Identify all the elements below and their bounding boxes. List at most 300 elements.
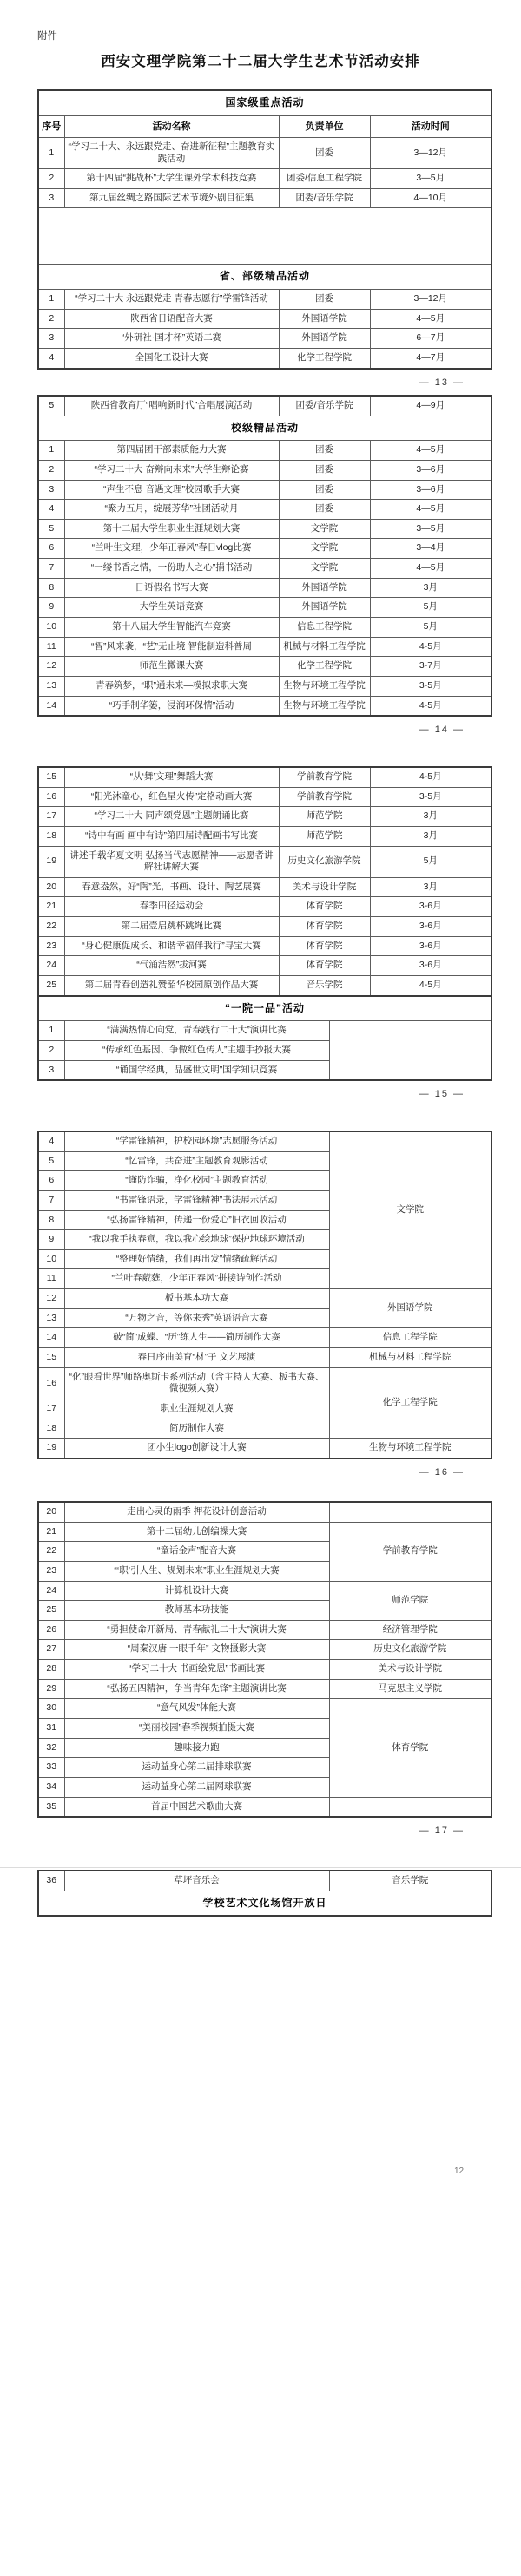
section-row	[38, 996, 491, 1021]
row-index-cell: 27	[38, 1640, 64, 1660]
table-row	[38, 936, 491, 956]
row-index-cell: 20	[38, 1502, 64, 1522]
time-cell: 3月	[370, 826, 491, 846]
unit-cell: 化学工程学院	[279, 348, 370, 368]
row-index-cell: 35	[38, 1797, 64, 1817]
table-row	[38, 169, 491, 189]
activity-name-cell: 大学生英语竞赛	[64, 598, 279, 618]
activity-name-cell: “化”眼看世界”师路奥斯卡系列活动（含主持人大赛、板书大赛、微视频大赛）	[64, 1367, 329, 1399]
time-cell: 3-5月	[370, 676, 491, 696]
unit-cell: 美术与设计学院	[279, 877, 370, 897]
activity-name-cell: “学习二十大 同声颂党恩”主题朗诵比赛	[64, 807, 279, 827]
unit-cell: 音乐学院	[279, 976, 370, 996]
page-boundary-line	[0, 1867, 521, 1868]
section-row	[38, 90, 491, 115]
time-cell: 3月	[370, 578, 491, 598]
table-row	[38, 137, 491, 168]
row-index-cell: 15	[38, 1348, 64, 1368]
time-cell: 4—5月	[370, 441, 491, 461]
unit-cell: 团委	[279, 441, 370, 461]
activity-name-cell: 第十四届“挑战杯”大学生课外学术科技竞赛	[64, 169, 279, 189]
row-index-cell: 24	[38, 956, 64, 976]
row-index-cell: 3	[38, 480, 64, 500]
row-index-cell: 1	[38, 137, 64, 168]
time-cell: 4-5月	[370, 767, 491, 787]
table-row	[38, 676, 491, 696]
row-index-cell: 9	[38, 598, 64, 618]
table-row	[38, 826, 491, 846]
table-row	[38, 188, 491, 208]
activity-name-cell: 运动益身心第二届排球联赛	[64, 1758, 329, 1778]
table-row	[38, 348, 491, 368]
row-index-cell: 7	[38, 1190, 64, 1210]
time-cell: 3—6月	[370, 460, 491, 480]
unit-cell: 化学工程学院	[329, 1367, 491, 1439]
activity-name-cell: 春季田径运动会	[64, 897, 279, 917]
activity-name-cell: “智”风来袭，“艺”无止境 智能制造科普周	[64, 637, 279, 657]
row-index-cell: 12	[38, 657, 64, 677]
unit-cell: 外国语学院	[329, 1289, 491, 1328]
document-page	[37, 1501, 491, 1836]
row-index-cell: 32	[38, 1738, 64, 1758]
activity-name-cell: 陕西省日语配音大赛	[64, 309, 279, 329]
table-row	[38, 500, 491, 520]
section-row	[38, 416, 491, 441]
row-index-cell: 28	[38, 1660, 64, 1680]
time-cell: 4-5月	[370, 976, 491, 996]
table-row	[38, 657, 491, 677]
row-index-cell: 12	[38, 1289, 64, 1309]
table-row	[38, 539, 491, 559]
table-row	[38, 1660, 491, 1680]
row-index-cell: 2	[38, 169, 64, 189]
table-row	[38, 1289, 491, 1309]
table-row	[38, 897, 491, 917]
row-index-cell: 4	[38, 500, 64, 520]
unit-cell: 团委/音乐学院	[279, 188, 370, 208]
table-row	[38, 1620, 491, 1640]
row-index-cell: 3	[38, 329, 64, 349]
unit-cell: 体育学院	[329, 1699, 491, 1797]
row-index-cell: 10	[38, 618, 64, 638]
activity-name-cell: 计算机设计大赛	[64, 1581, 329, 1601]
activity-name-cell: 青春筑梦，“职”通未来—模拟求职大赛	[64, 676, 279, 696]
activity-name-cell: “诗中有画 画中有诗”第四届诗配画书写比赛	[64, 826, 279, 846]
time-cell: 3—12月	[370, 290, 491, 310]
time-cell: 3-6月	[370, 956, 491, 976]
activity-name-cell: “‘职’引人生、规划未来”职业生涯规划大赛	[64, 1561, 329, 1581]
row-index-cell: 2	[38, 309, 64, 329]
row-index-cell: 25	[38, 976, 64, 996]
table-row	[38, 877, 491, 897]
activity-name-cell: 破“简”成蝶、“历”练人生——简历制作大赛	[64, 1328, 329, 1348]
row-index-cell: 22	[38, 917, 64, 937]
document-page	[37, 1870, 491, 1917]
row-index-cell: 1	[38, 1021, 64, 1041]
unit-cell: 团委/信息工程学院	[279, 169, 370, 189]
activity-name-cell: “周秦汉唐 一眼千年” 文物摄影大赛	[64, 1640, 329, 1660]
section-header: “一院一品”活动	[38, 996, 491, 1021]
page-number: — 15 —	[419, 1089, 465, 1100]
activity-name-cell: “聚力五月，绽展芳华”社团活动月	[64, 500, 279, 520]
table-row	[38, 1439, 491, 1458]
activity-table	[37, 995, 492, 1082]
time-cell: 3月	[370, 877, 491, 897]
table-row	[38, 1328, 491, 1348]
activity-name-cell: “巧手制华篓，浸润环保情”活动	[64, 696, 279, 716]
unit-cell: 音乐学院	[329, 1871, 491, 1891]
table-row	[38, 208, 491, 265]
unit-cell: 外国语学院	[279, 578, 370, 598]
activity-table	[37, 1131, 492, 1459]
time-cell: 5月	[370, 618, 491, 638]
activity-name-cell: “一缕书香之情，一份助人之心”捐书活动	[64, 559, 279, 579]
row-index-cell: 4	[38, 348, 64, 368]
section-row	[38, 265, 491, 290]
unit-cell: 文学院	[279, 519, 370, 539]
time-cell: 4-5月	[370, 637, 491, 657]
activity-name-cell: “阳光沐童心，红色星火传”定格动画大赛	[64, 787, 279, 807]
row-index-cell: 10	[38, 1249, 64, 1269]
activity-name-cell: 首届中国艺术歌曲大赛	[64, 1797, 329, 1817]
activity-name-cell: 草坪音乐会	[64, 1871, 329, 1891]
activity-name-cell: 教师基本功技能	[64, 1601, 329, 1621]
unit-cell: 体育学院	[279, 917, 370, 937]
activity-name-cell: 全国化工设计大赛	[64, 348, 279, 368]
time-cell: 4—7月	[370, 348, 491, 368]
row-index-cell: 13	[38, 1308, 64, 1328]
row-index-cell: 17	[38, 807, 64, 827]
activity-name-cell: “外研社·国才杯”英语二赛	[64, 329, 279, 349]
unit-cell: 团委/音乐学院	[279, 396, 370, 416]
column-header: 活动名称	[64, 115, 279, 137]
table-row	[38, 460, 491, 480]
document-page	[37, 89, 491, 388]
activity-name-cell: 师范生微课大赛	[64, 657, 279, 677]
activity-name-cell: 第十二届大学生职业生涯规划大赛	[64, 519, 279, 539]
time-cell: 4-5月	[370, 696, 491, 716]
unit-cell	[329, 1502, 491, 1522]
table-row	[38, 767, 491, 787]
activity-name-cell: “满满热情心向党，青春践行二十大”演讲比赛	[64, 1021, 329, 1041]
activity-name-cell: “学雷锋精神，护校园环境”志愿服务活动	[64, 1131, 329, 1151]
page-number: — 17 —	[419, 1825, 465, 1837]
table-row	[38, 309, 491, 329]
row-index-cell: 5	[38, 1151, 64, 1171]
time-cell: 3—6月	[370, 480, 491, 500]
unit-cell: 团委	[279, 460, 370, 480]
unit-cell: 师范学院	[279, 826, 370, 846]
unit-cell: 机械与材料工程学院	[329, 1348, 491, 1368]
unit-cell: 历史文化旅游学院	[329, 1640, 491, 1660]
row-index-cell: 2	[38, 460, 64, 480]
activity-name-cell: 运动益身心第二届网球联赛	[64, 1777, 329, 1797]
activity-name-cell: 第二届壹启跳杯跳绳比赛	[64, 917, 279, 937]
activity-name-cell: “弘扬五四精神，争当青年先锋”主题演讲比赛	[64, 1679, 329, 1699]
activity-name-cell: “从‘舞’文理”舞蹈大赛	[64, 767, 279, 787]
time-cell: 3—5月	[370, 519, 491, 539]
row-index-cell: 16	[38, 1367, 64, 1399]
table-row	[38, 578, 491, 598]
table-row	[38, 396, 491, 416]
time-cell: 5月	[370, 598, 491, 618]
unit-cell	[329, 1021, 491, 1080]
activity-name-cell: “童话金声”配音大赛	[64, 1542, 329, 1562]
activity-table	[37, 89, 492, 370]
unit-cell: 团委	[279, 137, 370, 168]
table-row	[38, 1797, 491, 1817]
row-index-cell: 14	[38, 1328, 64, 1348]
unit-cell: 外国语学院	[279, 598, 370, 618]
row-index-cell: 7	[38, 559, 64, 579]
empty-region	[38, 208, 491, 265]
time-cell: 4—9月	[370, 396, 491, 416]
activity-name-cell: “整理好情绪，我们再出发”情绪疏解活动	[64, 1249, 329, 1269]
table-row	[38, 1348, 491, 1368]
row-index-cell: 3	[38, 188, 64, 208]
table-row	[38, 956, 491, 976]
table-row	[38, 559, 491, 579]
activity-name-cell: 春日序曲美育“材”子 文艺展演	[64, 1348, 329, 1368]
activity-name-cell: “学习二十大 书画绘党恩”书画比赛	[64, 1660, 329, 1680]
row-index-cell: 17	[38, 1399, 64, 1419]
time-cell: 3月	[370, 807, 491, 827]
activity-name-cell: “兰叶春葳蕤，少年正春风”拼接诗创作活动	[64, 1269, 329, 1289]
activity-name-cell: 第十二届幼儿创编操大赛	[64, 1522, 329, 1542]
row-index-cell: 21	[38, 1522, 64, 1542]
activity-name-cell: 日语假名书写大赛	[64, 578, 279, 598]
table-row	[38, 1679, 491, 1699]
activity-table	[37, 395, 492, 717]
table-row	[38, 290, 491, 310]
row-index-cell: 33	[38, 1758, 64, 1778]
section-header: 国家级重点活动	[38, 90, 491, 115]
unit-cell: 生物与环境工程学院	[279, 676, 370, 696]
activity-name-cell: “学习二十大 永远跟党走 青春志愿行”学雷锋活动	[64, 290, 279, 310]
row-index-cell: 24	[38, 1581, 64, 1601]
table-row	[38, 1367, 491, 1399]
row-index-cell: 21	[38, 897, 64, 917]
unit-cell: 外国语学院	[279, 309, 370, 329]
row-index-cell: 6	[38, 539, 64, 559]
table-row	[38, 441, 491, 461]
table-row	[38, 1699, 491, 1719]
row-index-cell: 23	[38, 1561, 64, 1581]
page-number: — 13 —	[419, 377, 465, 388]
row-index-cell: 15	[38, 767, 64, 787]
activity-name-cell: “传承红色基因、争做红色传人”主题手抄报大赛	[64, 1040, 329, 1060]
row-index-cell: 25	[38, 1601, 64, 1621]
section-header: 学校艺术文化场馆开放日	[38, 1891, 491, 1916]
time-cell: 4—5月	[370, 559, 491, 579]
unit-cell: 体育学院	[279, 936, 370, 956]
activity-name-cell: “声生不息 音遇文理”校园歌手大赛	[64, 480, 279, 500]
unit-cell: 学前教育学院	[329, 1522, 491, 1581]
attachment-label: 附件	[37, 31, 57, 42]
activity-name-cell: “学习二十大、永远跟党走、奋进新征程”主题教育实践活动	[64, 137, 279, 168]
time-cell: 3-6月	[370, 936, 491, 956]
row-index-cell: 1	[38, 441, 64, 461]
footer-page-number: 12	[454, 2166, 465, 2176]
unit-cell: 体育学院	[279, 897, 370, 917]
table-row	[38, 329, 491, 349]
activity-name-cell: 第二届青春创造礼赞韶华校园原创作品大赛	[64, 976, 279, 996]
unit-cell: 美术与设计学院	[329, 1660, 491, 1680]
column-header: 活动时间	[370, 115, 491, 137]
row-index-cell: 31	[38, 1719, 64, 1739]
row-index-cell: 9	[38, 1230, 64, 1250]
activity-name-cell: “诵国学经典，品盛世文明”国学知识竞赛	[64, 1060, 329, 1080]
row-index-cell: 23	[38, 936, 64, 956]
row-index-cell: 16	[38, 787, 64, 807]
activity-name-cell: “万物之音，等你来秀”英语语音大赛	[64, 1308, 329, 1328]
time-cell: 3—12月	[370, 137, 491, 168]
activity-name-cell: 板书基本功大赛	[64, 1289, 329, 1309]
row-index-cell: 11	[38, 637, 64, 657]
time-cell: 3—5月	[370, 169, 491, 189]
time-cell: 3-6月	[370, 917, 491, 937]
unit-cell: 化学工程学院	[279, 657, 370, 677]
activity-name-cell: “气涌浩然”拔河赛	[64, 956, 279, 976]
row-index-cell: 2	[38, 1040, 64, 1060]
unit-cell: 机械与材料工程学院	[279, 637, 370, 657]
activity-name-cell: “美丽校园”春季视频拍摄大赛	[64, 1719, 329, 1739]
unit-cell: 马克思主义学院	[329, 1679, 491, 1699]
row-index-cell: 18	[38, 826, 64, 846]
table-row	[38, 1021, 491, 1041]
activity-name-cell: 简历制作大赛	[64, 1419, 329, 1439]
activity-name-cell: “学习二十大 奋辩向未来”大学生辩论赛	[64, 460, 279, 480]
row-index-cell: 29	[38, 1679, 64, 1699]
section-row	[38, 1891, 491, 1916]
unit-cell: 文学院	[279, 539, 370, 559]
time-cell: 4—5月	[370, 500, 491, 520]
unit-cell: 团委	[279, 480, 370, 500]
row-index-cell: 26	[38, 1620, 64, 1640]
table-row	[38, 917, 491, 937]
unit-cell: 历史文化旅游学院	[279, 846, 370, 877]
unit-cell: 团委	[279, 290, 370, 310]
row-index-cell: 14	[38, 696, 64, 716]
row-index-cell: 8	[38, 1210, 64, 1230]
row-index-cell: 18	[38, 1419, 64, 1439]
table-row	[38, 787, 491, 807]
row-index-cell: 19	[38, 1439, 64, 1458]
table-row	[38, 976, 491, 996]
table-row	[38, 1581, 491, 1601]
unit-cell: 师范学院	[279, 807, 370, 827]
activity-name-cell: 第九届丝绸之路国际艺术节境外剧目征集	[64, 188, 279, 208]
row-index-cell: 5	[38, 519, 64, 539]
row-index-cell: 19	[38, 846, 64, 877]
document-page	[37, 1131, 491, 1478]
table-row	[38, 115, 491, 137]
row-index-cell: 4	[38, 1131, 64, 1151]
activity-name-cell: “身心健康促成长、和谐幸福伴我行”寻宝大赛	[64, 936, 279, 956]
column-header: 负责单位	[279, 115, 370, 137]
table-row	[38, 1131, 491, 1151]
page-title: 西安文理学院第二十二届大学生艺术节活动安排	[101, 54, 420, 69]
activity-name-cell: 第十八届大学生智能汽车竞赛	[64, 618, 279, 638]
activity-name-cell: “书雷锋语录，学雷锋精神”书法展示活动	[64, 1190, 329, 1210]
unit-cell: 团委	[279, 500, 370, 520]
row-index-cell: 3	[38, 1060, 64, 1080]
activity-name-cell: 团小生logo创新设计大赛	[64, 1439, 329, 1458]
activity-name-cell: “兰叶生文理，少年正春风”春日vlog比赛	[64, 539, 279, 559]
table-row	[38, 1502, 491, 1522]
table-row	[38, 1871, 491, 1891]
unit-cell: 学前教育学院	[279, 767, 370, 787]
table-row	[38, 519, 491, 539]
column-header: 序号	[38, 115, 64, 137]
activity-name-cell: 走出心灵的雨季 押花设计创意活动	[64, 1502, 329, 1522]
table-row	[38, 1522, 491, 1542]
row-index-cell: 34	[38, 1777, 64, 1797]
document-page	[37, 395, 491, 735]
time-cell: 5月	[370, 846, 491, 877]
activity-name-cell: “谨防诈骗，净化校园”主题教育活动	[64, 1171, 329, 1191]
activity-name-cell: “勇担使命开新局、青春献礼二十大”演讲大赛	[64, 1620, 329, 1640]
page-number: — 14 —	[419, 724, 465, 736]
row-index-cell: 8	[38, 578, 64, 598]
row-index-cell: 6	[38, 1171, 64, 1191]
table-row	[38, 696, 491, 716]
activity-name-cell: 陕西省教育厅“唱响新时代”合唱展演活动	[64, 396, 279, 416]
row-index-cell: 13	[38, 676, 64, 696]
table-row	[38, 846, 491, 877]
unit-cell: 师范学院	[329, 1581, 491, 1620]
unit-cell: 文学院	[329, 1131, 491, 1289]
activity-name-cell: “忆雷锋，共奋进”主题教育观影活动	[64, 1151, 329, 1171]
table-row	[38, 637, 491, 657]
table-row	[38, 1640, 491, 1660]
table-row	[38, 618, 491, 638]
time-cell: 3-5月	[370, 787, 491, 807]
activity-name-cell: 春意盎然，好“陶”光，书画、设计、陶艺展赛	[64, 877, 279, 897]
activity-table	[37, 1870, 492, 1917]
unit-cell: 外国语学院	[279, 329, 370, 349]
row-index-cell: 1	[38, 290, 64, 310]
row-index-cell: 11	[38, 1269, 64, 1289]
row-index-cell: 36	[38, 1871, 64, 1891]
activity-name-cell: 第四届团干部素质能力大赛	[64, 441, 279, 461]
activity-name-cell: “弘扬雷锋精神，传递一份爱心”旧衣回收活动	[64, 1210, 329, 1230]
activity-name-cell: “意气风发”体能大赛	[64, 1699, 329, 1719]
activity-name-cell: 职业生涯规划大赛	[64, 1399, 329, 1419]
unit-cell: 学前教育学院	[279, 787, 370, 807]
time-cell: 3—4月	[370, 539, 491, 559]
page-number: — 16 —	[419, 1466, 465, 1478]
unit-cell: 信息工程学院	[279, 618, 370, 638]
document-page	[37, 766, 491, 1099]
unit-cell: 信息工程学院	[329, 1328, 491, 1348]
unit-cell: 经济管理学院	[329, 1620, 491, 1640]
unit-cell: 体育学院	[279, 956, 370, 976]
row-index-cell: 5	[38, 396, 64, 416]
activity-table	[37, 766, 492, 997]
section-header: 校级精品活动	[38, 416, 491, 441]
unit-cell	[329, 1797, 491, 1817]
activity-name-cell: 趣味接力跑	[64, 1738, 329, 1758]
table-row	[38, 807, 491, 827]
activity-name-cell: 讲述千载华夏文明 弘扬当代志愿精神——志愿者讲解社讲解大赛	[64, 846, 279, 877]
row-index-cell: 20	[38, 877, 64, 897]
table-row	[38, 598, 491, 618]
time-cell: 6—7月	[370, 329, 491, 349]
activity-table	[37, 1501, 492, 1818]
unit-cell: 文学院	[279, 559, 370, 579]
time-cell: 3-7月	[370, 657, 491, 677]
